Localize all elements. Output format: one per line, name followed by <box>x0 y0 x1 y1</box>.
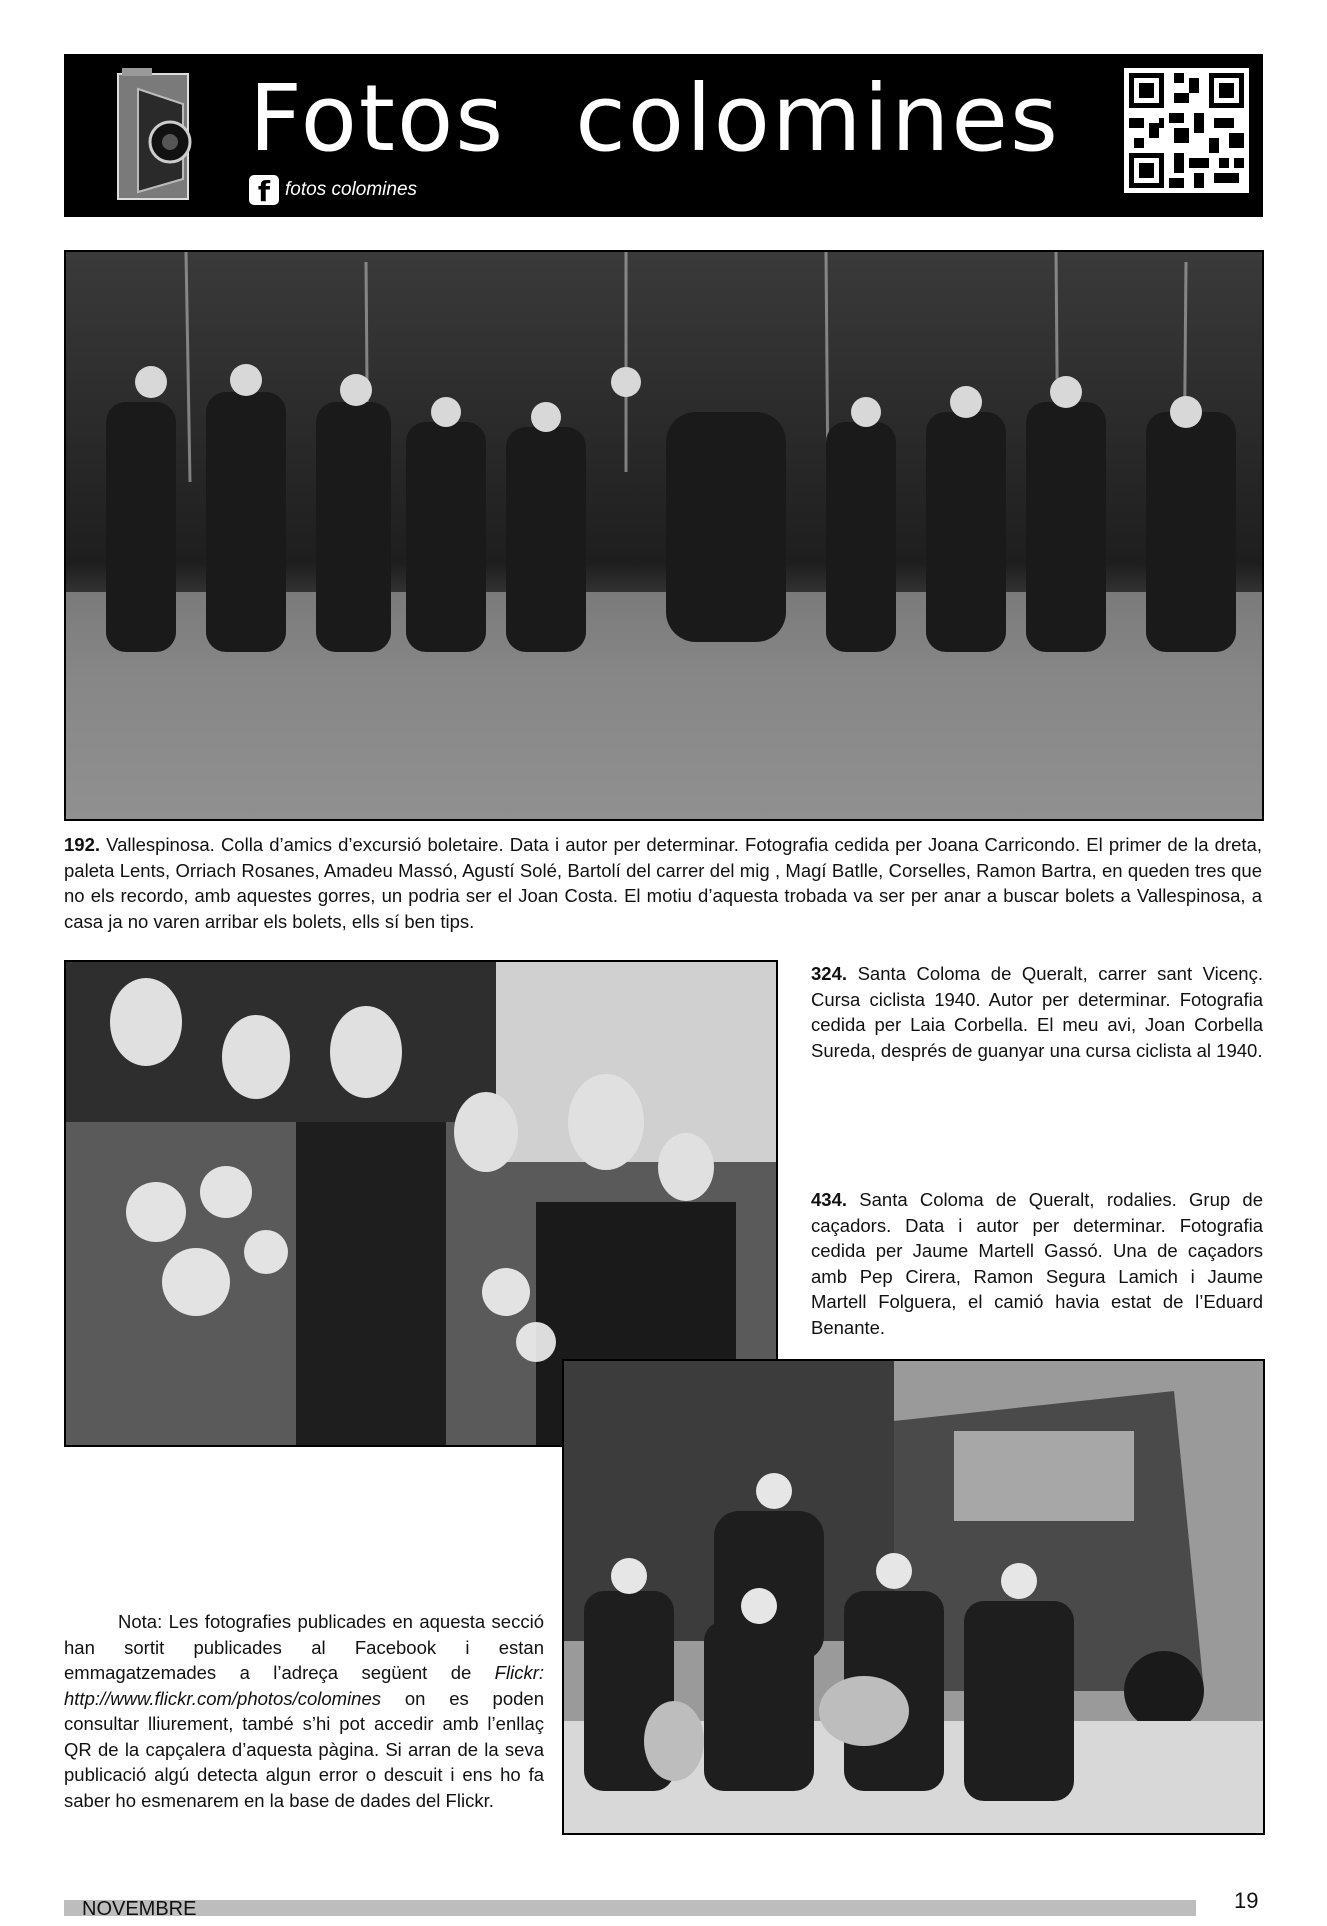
footer-bar <box>64 1900 1196 1916</box>
photo-192-vallespinosa <box>64 250 1264 821</box>
photo-434-image <box>564 1361 1263 1833</box>
page-number: 19 <box>1234 1888 1259 1913</box>
photo-192-image <box>66 252 1262 819</box>
note-part1: Nota: Les fotografies publicades en aquesta secció han sortit publicades al Facebook i estan emmagatzemades a l’adreça següent de <box>64 1611 544 1683</box>
facebook-icon: f <box>249 175 279 205</box>
flickr-link[interactable]: Flickr: http://www.flickr.com/photos/colomines <box>64 1662 544 1709</box>
caption-text: Santa Coloma de Queralt, carrer sant Vicenç. Cursa ciclista 1940. Autor per determinar. Fotografia cedida per Laia Corbella. El meu avi, Joan Corbella Sureda, després de guanyar una cursa ciclista al 1940. <box>811 963 1263 1061</box>
page-title <box>249 64 1060 174</box>
page-header <box>64 54 1263 217</box>
caption-434 <box>811 1187 1263 1340</box>
title-word-fotos: Fotos <box>249 65 506 172</box>
title-word-colomines: colomines <box>575 65 1060 172</box>
caption-number: 192. <box>64 834 101 855</box>
caption-324 <box>811 961 1263 1063</box>
note-part2: on es poden consultar lliurement, també s’hi pot accedir amb l’enllaç QR de la capçalera d’aquesta pàgina. Si arran de la seva publicació algú detecta algun error o descuit i ens ho fa saber ho esmenarem en la base de dades del Flickr. <box>64 1687 544 1811</box>
facebook-link[interactable] <box>249 172 417 208</box>
photo-434-hunters <box>562 1359 1265 1835</box>
facebook-label: fotos colomines <box>285 179 418 200</box>
footer-month: NOVEMBRE <box>82 1898 197 1920</box>
caption-text: Santa Coloma de Queralt, rodalies. Grup de caçadors. Data i autor per determinar. Fotografia cedida per Jaume Martell Gassó. Una de caçadors amb Pep Cirera, Ramon Segura Lamich i Jaume Martell Folguera, el camió havia estat de l’Eduard Benante. <box>811 1189 1263 1338</box>
caption-number: 434. <box>811 1189 848 1210</box>
note-text <box>64 1609 544 1813</box>
caption-text: Vallespinosa. Colla d’amics d’excursió boletaire. Data i autor per determinar. Fotografia cedida per Joana Carricondo. El primer de la dreta, paleta Lents, Orriach Rosanes, Amadeu Massó, Agustí Solé, Bartolí del carrer del mig , Magí Batlle, Corselles, Ramon Bartra, en queden tres que no els recordo, amb aquestes gorres, un podria ser el Joan Costa. El motiu d’aquesta trobada va ser per anar a buscar bolets a Vallespinosa, a casa ja no varen arribar els bolets, ells sí ben tips. <box>64 834 1262 932</box>
camera-icon <box>108 64 228 214</box>
caption-number: 324. <box>811 963 848 984</box>
caption-192 <box>64 832 1262 934</box>
qr-code-icon[interactable] <box>1124 68 1249 193</box>
